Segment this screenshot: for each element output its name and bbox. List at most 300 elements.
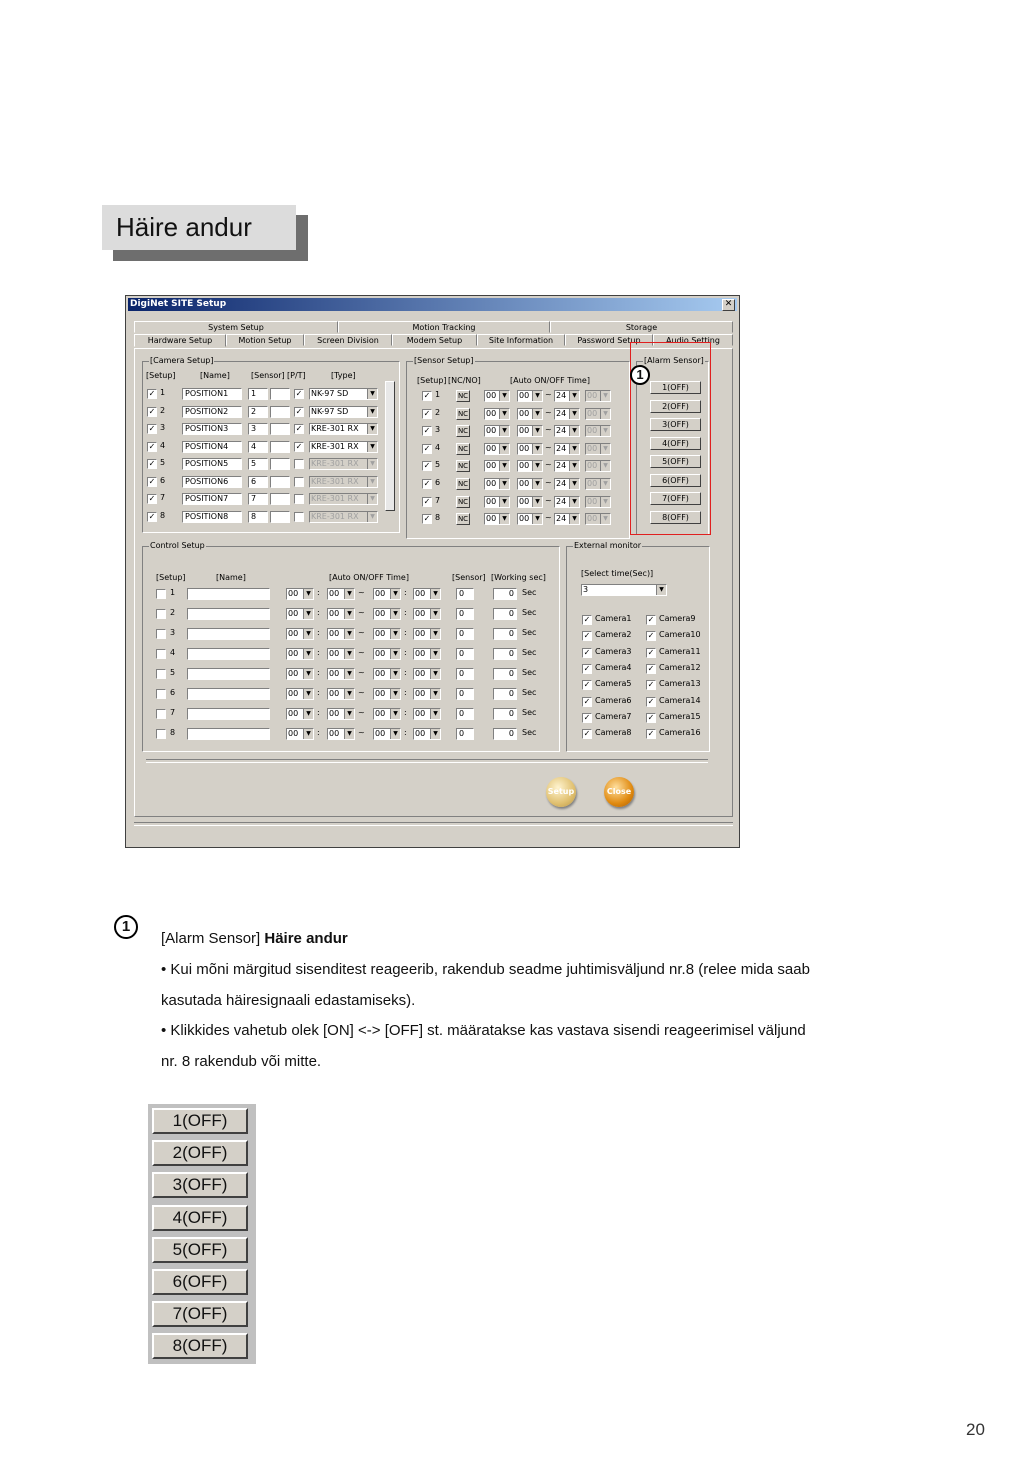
control-setup-checkbox[interactable]	[156, 669, 166, 679]
control-sensor-field[interactable]: 0	[456, 628, 474, 640]
tab-hardware-setup[interactable]: Hardware Setup	[134, 334, 226, 347]
camera-setup-checkbox[interactable]: ✓	[148, 441, 156, 451]
sensor-time-2[interactable]	[517, 408, 543, 420]
alarm-sensor-button[interactable]: 6(OFF)	[650, 474, 701, 487]
control-setup-checkbox[interactable]	[156, 589, 166, 599]
chevron-down-icon: ▼	[344, 629, 354, 639]
tilde-separator: ~	[358, 688, 365, 697]
chevron-down-icon: ▼	[390, 629, 400, 639]
alarm-sensor-button[interactable]: 2(OFF)	[650, 400, 701, 413]
control-working-sec-field[interactable]: 0	[493, 588, 517, 600]
control-minute-1[interactable]	[327, 628, 355, 640]
camera-pt-checkbox[interactable]	[294, 477, 304, 487]
sensor-row-number: 6	[435, 478, 441, 487]
setup-button[interactable]: Setup	[546, 777, 576, 807]
monitor-camera-checkbox[interactable]: ✓	[647, 696, 655, 706]
select-time-label: [Select time(Sec)]	[581, 569, 654, 578]
sensor-time-3-value: 24	[556, 408, 567, 418]
tilde-separator: ~	[545, 407, 552, 417]
select-time-dropdown[interactable]	[581, 584, 667, 596]
camera-extra-field[interactable]	[270, 493, 290, 505]
alarm-sensor-button[interactable]: 5(OFF)	[650, 455, 701, 468]
control-working-sec-field[interactable]: 0	[493, 688, 517, 700]
camera-type-dropdown[interactable]	[309, 441, 378, 453]
callout-number: 1	[630, 365, 650, 385]
sensor-time-1-value: 00	[486, 391, 497, 400]
enlarged-alarm-button[interactable]: 2(OFF)	[152, 1140, 248, 1166]
camera-type-dropdown[interactable]	[309, 458, 378, 470]
chevron-down-icon: ▼	[532, 444, 542, 454]
sensor-time-2[interactable]	[517, 496, 543, 508]
tilde-separator: ~	[545, 513, 552, 523]
tab-storage[interactable]: Storage	[550, 321, 733, 333]
sensor-time-4[interactable]	[585, 513, 611, 525]
tab-system-setup[interactable]: System Setup	[134, 321, 338, 333]
control-hour-2[interactable]	[373, 608, 401, 620]
alarm-sensor-button[interactable]: 8(OFF)	[650, 511, 701, 524]
control-setup-checkbox[interactable]	[156, 689, 166, 699]
camera-name-field[interactable]: POSITION7	[182, 493, 242, 505]
control-hour-2[interactable]	[373, 628, 401, 640]
sensor-time-2[interactable]	[517, 460, 543, 472]
nc-no-button[interactable]: NC	[457, 444, 469, 453]
control-minute-2-value: 00	[415, 629, 426, 638]
chevron-down-icon: ▼	[499, 444, 509, 454]
chevron-down-icon: ▼	[532, 479, 542, 489]
control-hour-2[interactable]	[373, 588, 401, 600]
sensor-time-3[interactable]	[554, 408, 580, 420]
camera-sensor-field[interactable]: 6	[248, 476, 268, 488]
chevron-down-icon: ▼	[499, 479, 509, 489]
camera-type-dropdown[interactable]	[309, 423, 378, 435]
chevron-down-icon: ▼	[499, 391, 509, 401]
camera-name-field[interactable]: POSITION1	[182, 388, 242, 400]
monitor-camera-checkbox[interactable]: ✓	[583, 663, 591, 673]
chevron-down-icon: ▼	[303, 709, 313, 719]
sensor-time-2[interactable]	[517, 425, 543, 437]
sensor-time-2[interactable]	[517, 390, 543, 402]
camera-scrollbar[interactable]	[385, 381, 395, 511]
control-hour-1-value: 00	[288, 609, 299, 618]
tab-screen-division[interactable]: Screen Division	[304, 334, 392, 346]
control-sensor-field[interactable]: 0	[456, 608, 474, 620]
monitor-camera-checkbox[interactable]: ✓	[647, 712, 655, 722]
sensor-time-3-value: 24	[556, 479, 567, 488]
camera-extra-field[interactable]	[270, 406, 290, 418]
camera-pt-checkbox[interactable]	[294, 494, 304, 504]
chevron-down-icon: ▼	[390, 709, 400, 719]
enlarged-alarm-button[interactable]: 6(OFF)	[152, 1269, 248, 1295]
control-minute-1[interactable]	[327, 648, 355, 660]
camera-name-field[interactable]: POSITION4	[182, 441, 242, 453]
sensor-time-1-value: 00	[486, 479, 497, 488]
control-sensor-field[interactable]: 0	[456, 708, 474, 720]
control-minute-1-value: 00	[329, 589, 340, 598]
camera-extra-field[interactable]	[270, 511, 290, 523]
control-row-number: 6	[170, 688, 176, 697]
alarm-sensor-button[interactable]: 3(OFF)	[650, 418, 701, 431]
section-heading: Häire andur	[102, 205, 296, 250]
sensor-time-4-value: 00	[587, 461, 598, 471]
control-hour-2-value: 00	[375, 669, 386, 678]
control-minute-1[interactable]	[327, 688, 355, 700]
control-hour-2-value: 00	[375, 589, 386, 598]
chevron-down-icon: ▼	[656, 585, 666, 595]
camera-sensor-field[interactable]: 3	[248, 423, 268, 435]
description-line1: • Kui mõni märgitud sisenditest reageerib, rakendub seadme juhtimisväljund nr.8 (relee mida saab	[161, 961, 810, 978]
camera-setup-checkbox[interactable]: ✓	[148, 406, 156, 416]
camera-name-field[interactable]: POSITION8	[182, 511, 242, 523]
camera-header-name: [Name]	[200, 371, 230, 380]
control-minute-2[interactable]	[413, 628, 441, 640]
camera-sensor-field[interactable]: 8	[248, 511, 268, 523]
control-minute-1[interactable]	[327, 588, 355, 600]
chevron-down-icon: ▼	[344, 649, 354, 659]
control-setup-checkbox[interactable]	[156, 729, 166, 739]
camera-extra-field[interactable]	[270, 388, 290, 400]
tab-motion-tracking[interactable]: Motion Tracking	[338, 321, 550, 333]
control-minute-2-value: 00	[415, 649, 426, 658]
camera-extra-field[interactable]	[270, 441, 290, 453]
chevron-down-icon: ▼	[367, 494, 377, 504]
sensor-time-3-value: 24	[556, 461, 567, 471]
monitor-camera-checkbox[interactable]: ✓	[647, 729, 655, 739]
control-working-sec-field[interactable]: 0	[493, 608, 517, 620]
control-minute-2[interactable]	[413, 588, 441, 600]
sensor-time-4[interactable]	[585, 390, 611, 402]
control-minute-2-value: 00	[415, 729, 426, 738]
camera-header-setup: [Setup]	[146, 371, 176, 380]
tab-password-setup[interactable]: Password Setup	[565, 334, 653, 346]
sensor-time-2[interactable]	[517, 478, 543, 490]
monitor-camera-label: Camera15	[659, 711, 701, 721]
chevron-down-icon: ▼	[600, 479, 610, 489]
camera-sensor-field[interactable]: 2	[248, 406, 268, 418]
monitor-camera-checkbox[interactable]: ✓	[583, 712, 591, 722]
control-hour-2[interactable]	[373, 708, 401, 720]
control-hour-1[interactable]	[286, 688, 314, 700]
sensor-time-3[interactable]	[554, 425, 580, 437]
sensor-time-4[interactable]	[585, 478, 611, 490]
camera-extra-field[interactable]	[270, 476, 290, 488]
sensor-time-4[interactable]	[585, 496, 611, 508]
camera-sensor-field[interactable]: 5	[248, 458, 268, 470]
control-hour-1-value: 00	[288, 709, 299, 718]
control-name-field[interactable]	[187, 588, 270, 600]
camera-type-dropdown[interactable]	[309, 476, 378, 488]
control-hour-1[interactable]	[286, 628, 314, 640]
sensor-setup-checkbox[interactable]: ✓	[423, 391, 431, 400]
nc-no-button[interactable]: NC	[457, 515, 469, 524]
chevron-down-icon: ▼	[600, 497, 610, 507]
alarm-sensor-button[interactable]: 1(OFF)	[650, 381, 701, 394]
sensor-row-number: 2	[435, 407, 441, 417]
camera-extra-field[interactable]	[270, 423, 290, 435]
control-row-number: 8	[170, 728, 176, 737]
control-sensor-field[interactable]: 0	[456, 688, 474, 700]
control-minute-1-value: 00	[329, 609, 340, 618]
alarm-sensor-label: [Alarm Sensor]	[644, 356, 704, 365]
description-line4: nr. 8 rakendub või mitte.	[161, 1053, 322, 1070]
window-close-icon[interactable]: ✕	[722, 299, 735, 311]
control-name-field[interactable]	[187, 608, 270, 620]
chevron-down-icon: ▼	[600, 461, 610, 471]
tab-motion-setup[interactable]: Motion Setup	[226, 334, 304, 346]
nc-no-button[interactable]: NC	[457, 462, 469, 471]
sensor-time-3[interactable]	[554, 390, 580, 402]
sensor-time-4[interactable]	[585, 443, 611, 455]
description-line2: kasutada häiresignaali edastamiseks).	[161, 992, 416, 1009]
tilde-separator: ~	[545, 390, 552, 399]
sec-unit-label: Sec	[522, 628, 537, 637]
sensor-time-1[interactable]	[484, 443, 510, 455]
alarm-sensor-button[interactable]: 7(OFF)	[650, 492, 701, 505]
enlarged-alarm-button[interactable]: 4(OFF)	[152, 1205, 248, 1231]
control-name-field[interactable]	[187, 708, 270, 720]
monitor-camera-label: Camera13	[659, 679, 701, 689]
camera-type-dropdown[interactable]	[309, 388, 378, 400]
enlarged-alarm-button[interactable]: 1(OFF)	[152, 1108, 248, 1134]
sensor-setup-checkbox[interactable]: ✓	[423, 514, 431, 524]
control-hour-1-value: 00	[288, 649, 299, 658]
enlarged-alarm-button[interactable]: 5(OFF)	[152, 1237, 248, 1263]
control-minute-2[interactable]	[413, 688, 441, 700]
sensor-setup-checkbox[interactable]: ✓	[423, 479, 431, 488]
sensor-time-1[interactable]	[484, 478, 510, 490]
control-setup-checkbox[interactable]	[156, 609, 166, 619]
enlarged-alarm-button[interactable]: 3(OFF)	[152, 1172, 248, 1198]
control-minute-2[interactable]	[413, 648, 441, 660]
control-hour-1-value: 00	[288, 589, 299, 598]
sensor-setup-checkbox[interactable]: ✓	[423, 426, 431, 436]
control-minute-2[interactable]	[413, 728, 441, 740]
control-hour-2-value: 00	[375, 709, 386, 718]
camera-pt-checkbox[interactable]: ✓	[295, 389, 303, 398]
control-hour-1[interactable]	[286, 648, 314, 660]
camera-name-field[interactable]: POSITION2	[182, 406, 242, 418]
chevron-down-icon: ▼	[344, 689, 354, 699]
monitor-camera-label: Camera8	[595, 728, 632, 738]
monitor-camera-checkbox[interactable]: ✓	[583, 729, 591, 739]
monitor-camera-checkbox[interactable]: ✓	[647, 663, 655, 673]
control-minute-1[interactable]	[327, 668, 355, 680]
control-minute-1-value: 00	[329, 629, 340, 638]
camera-pt-checkbox[interactable]: ✓	[295, 424, 303, 433]
control-hour-1[interactable]	[286, 668, 314, 680]
control-hour-1[interactable]	[286, 728, 314, 740]
control-hour-1-value: 00	[288, 629, 299, 638]
monitor-camera-checkbox[interactable]: ✓	[583, 680, 591, 690]
sensor-time-3[interactable]	[554, 478, 580, 490]
nc-no-button[interactable]: NC	[457, 427, 469, 436]
control-hour-2[interactable]	[373, 728, 401, 740]
camera-pt-checkbox[interactable]	[294, 459, 304, 469]
monitor-camera-checkbox[interactable]: ✓	[647, 680, 655, 690]
control-minute-2[interactable]	[413, 608, 441, 620]
camera-setup-checkbox[interactable]: ✓	[148, 494, 156, 503]
sensor-time-1[interactable]	[484, 496, 510, 508]
sensor-time-2-value: 00	[519, 496, 530, 506]
control-header-time: [Auto ON/OFF Time]	[329, 573, 409, 582]
tab-row-back	[134, 321, 733, 334]
sensor-time-1[interactable]	[484, 513, 510, 525]
monitor-camera-label: Camera9	[659, 614, 696, 623]
camera-type-dropdown-value: NK-97 SD	[311, 406, 349, 416]
camera-setup-checkbox[interactable]: ✓	[148, 511, 156, 521]
nc-no-button[interactable]: NC	[457, 497, 469, 506]
camera-extra-field[interactable]	[270, 458, 290, 470]
control-working-sec-field[interactable]: 0	[493, 668, 517, 680]
control-minute-1[interactable]	[327, 708, 355, 720]
sensor-time-4[interactable]	[585, 425, 611, 437]
sensor-time-4[interactable]	[585, 460, 611, 472]
camera-type-dropdown[interactable]	[309, 406, 378, 418]
monitor-camera-checkbox[interactable]: ✓	[583, 631, 591, 641]
monitor-camera-label: Camera1	[595, 614, 632, 623]
enlarged-alarm-button[interactable]: 8(OFF)	[152, 1333, 248, 1359]
control-hour-1[interactable]	[286, 708, 314, 720]
chevron-down-icon: ▼	[390, 689, 400, 699]
monitor-camera-checkbox[interactable]: ✓	[583, 696, 591, 706]
monitor-camera-checkbox[interactable]: ✓	[583, 615, 591, 624]
tilde-separator: ~	[545, 460, 552, 470]
sensor-time-2[interactable]	[517, 513, 543, 525]
sensor-time-1[interactable]	[484, 408, 510, 420]
control-minute-2-value: 00	[415, 689, 426, 698]
sec-unit-label: Sec	[522, 708, 537, 717]
sec-unit-label: Sec	[522, 688, 537, 697]
control-hour-2[interactable]	[373, 688, 401, 700]
camera-row-number: 6	[160, 475, 166, 485]
control-sensor-field[interactable]: 0	[456, 648, 474, 660]
sec-unit-label: Sec	[522, 648, 537, 657]
control-working-sec-field[interactable]: 0	[493, 728, 517, 740]
control-name-field[interactable]	[187, 688, 270, 700]
control-name-field[interactable]	[187, 668, 270, 680]
control-minute-2-value: 00	[415, 609, 426, 618]
tilde-separator: ~	[545, 495, 552, 505]
tilde-separator: ~	[358, 668, 365, 677]
sensor-setup-checkbox[interactable]: ✓	[423, 408, 431, 418]
sensor-setup-checkbox[interactable]: ✓	[423, 443, 431, 453]
tilde-separator: ~	[358, 648, 365, 657]
camera-name-field[interactable]: POSITION6	[182, 476, 242, 488]
camera-sensor-field[interactable]: 7	[248, 493, 268, 505]
camera-type-dropdown[interactable]	[309, 493, 378, 505]
sensor-time-2[interactable]	[517, 443, 543, 455]
control-sensor-field[interactable]: 0	[456, 588, 474, 600]
control-minute-1[interactable]	[327, 728, 355, 740]
camera-pt-checkbox[interactable]	[294, 512, 304, 522]
nc-no-button[interactable]: NC	[457, 409, 469, 418]
control-name-field[interactable]	[187, 648, 270, 660]
tilde-separator: ~	[545, 478, 552, 487]
sensor-time-3[interactable]	[554, 443, 580, 455]
tab-site-information[interactable]: Site Information	[477, 334, 565, 346]
camera-type-dropdown-value: KRE-301 RX	[311, 494, 359, 503]
control-working-sec-field[interactable]: 0	[493, 648, 517, 660]
camera-setup-checkbox[interactable]: ✓	[148, 459, 156, 468]
sensor-setup-label: [Sensor Setup]	[414, 356, 474, 365]
colon-separator: :	[317, 688, 320, 697]
monitor-camera-checkbox[interactable]: ✓	[647, 647, 655, 657]
control-setup-checkbox[interactable]	[156, 709, 166, 719]
camera-sensor-field[interactable]: 1	[248, 388, 268, 400]
control-minute-1-value: 00	[329, 649, 340, 658]
nc-no-button[interactable]: NC	[457, 480, 469, 488]
monitor-camera-checkbox[interactable]: ✓	[647, 631, 655, 641]
sensor-time-3[interactable]	[554, 496, 580, 508]
control-sensor-field[interactable]: 0	[456, 668, 474, 680]
monitor-camera-checkbox[interactable]: ✓	[583, 647, 591, 657]
sensor-time-4[interactable]	[585, 408, 611, 420]
camera-name-field[interactable]: POSITION5	[182, 458, 242, 470]
sensor-time-3[interactable]	[554, 460, 580, 472]
control-working-sec-field[interactable]: 0	[493, 708, 517, 720]
monitor-camera-checkbox[interactable]: ✓	[647, 615, 655, 624]
sensor-time-1[interactable]	[484, 390, 510, 402]
control-header-sensor: [Sensor]	[452, 573, 486, 582]
tab-audio-setting[interactable]: Audio Setting	[653, 334, 733, 346]
colon-separator: :	[404, 668, 407, 677]
sensor-time-1[interactable]	[484, 460, 510, 472]
control-hour-1[interactable]	[286, 588, 314, 600]
sensor-setup-checkbox[interactable]: ✓	[423, 496, 431, 506]
sensor-time-3[interactable]	[554, 513, 580, 525]
tab-modem-setup[interactable]: Modem Setup	[392, 334, 477, 346]
camera-sensor-field[interactable]: 4	[248, 441, 268, 453]
close-button[interactable]: Close	[604, 777, 634, 807]
alarm-sensor-button[interactable]: 4(OFF)	[650, 437, 701, 450]
sensor-time-2-value: 00	[519, 514, 530, 524]
control-name-field[interactable]	[187, 628, 270, 640]
control-minute-1[interactable]	[327, 608, 355, 620]
control-hour-2[interactable]	[373, 668, 401, 680]
control-sensor-field[interactable]: 0	[456, 728, 474, 740]
sensor-time-4-value: 00	[587, 426, 598, 436]
control-hour-1[interactable]	[286, 608, 314, 620]
camera-pt-checkbox[interactable]: ✓	[295, 406, 303, 416]
nc-no-button[interactable]: NC	[457, 392, 469, 400]
chevron-down-icon: ▼	[600, 409, 610, 419]
colon-separator: :	[317, 588, 320, 597]
control-minute-2[interactable]	[413, 708, 441, 720]
camera-setup-checkbox[interactable]: ✓	[148, 389, 156, 398]
control-minute-2[interactable]	[413, 668, 441, 680]
chevron-down-icon: ▼	[499, 514, 509, 524]
control-hour-2[interactable]	[373, 648, 401, 660]
sensor-setup-checkbox[interactable]: ✓	[423, 461, 431, 471]
chevron-down-icon: ▼	[499, 461, 509, 471]
camera-setup-checkbox[interactable]: ✓	[148, 476, 156, 486]
camera-type-dropdown-value: KRE-301 RX	[311, 476, 359, 486]
camera-pt-checkbox[interactable]: ✓	[295, 441, 303, 451]
camera-type-dropdown[interactable]	[309, 511, 378, 523]
control-setup-checkbox[interactable]	[156, 629, 166, 639]
chevron-down-icon: ▼	[367, 442, 377, 452]
control-working-sec-field[interactable]: 0	[493, 628, 517, 640]
sensor-time-1[interactable]	[484, 425, 510, 437]
camera-name-field[interactable]: POSITION3	[182, 423, 242, 435]
enlarged-alarm-button[interactable]: 7(OFF)	[152, 1301, 248, 1327]
sec-unit-label: Sec	[522, 728, 537, 737]
control-setup-checkbox[interactable]	[156, 649, 166, 659]
control-name-field[interactable]	[187, 728, 270, 740]
camera-setup-checkbox[interactable]: ✓	[148, 424, 156, 433]
camera-type-dropdown-value: NK-97 SD	[311, 389, 349, 398]
monitor-camera-label: Camera14	[659, 695, 701, 705]
chevron-down-icon: ▼	[532, 426, 542, 436]
